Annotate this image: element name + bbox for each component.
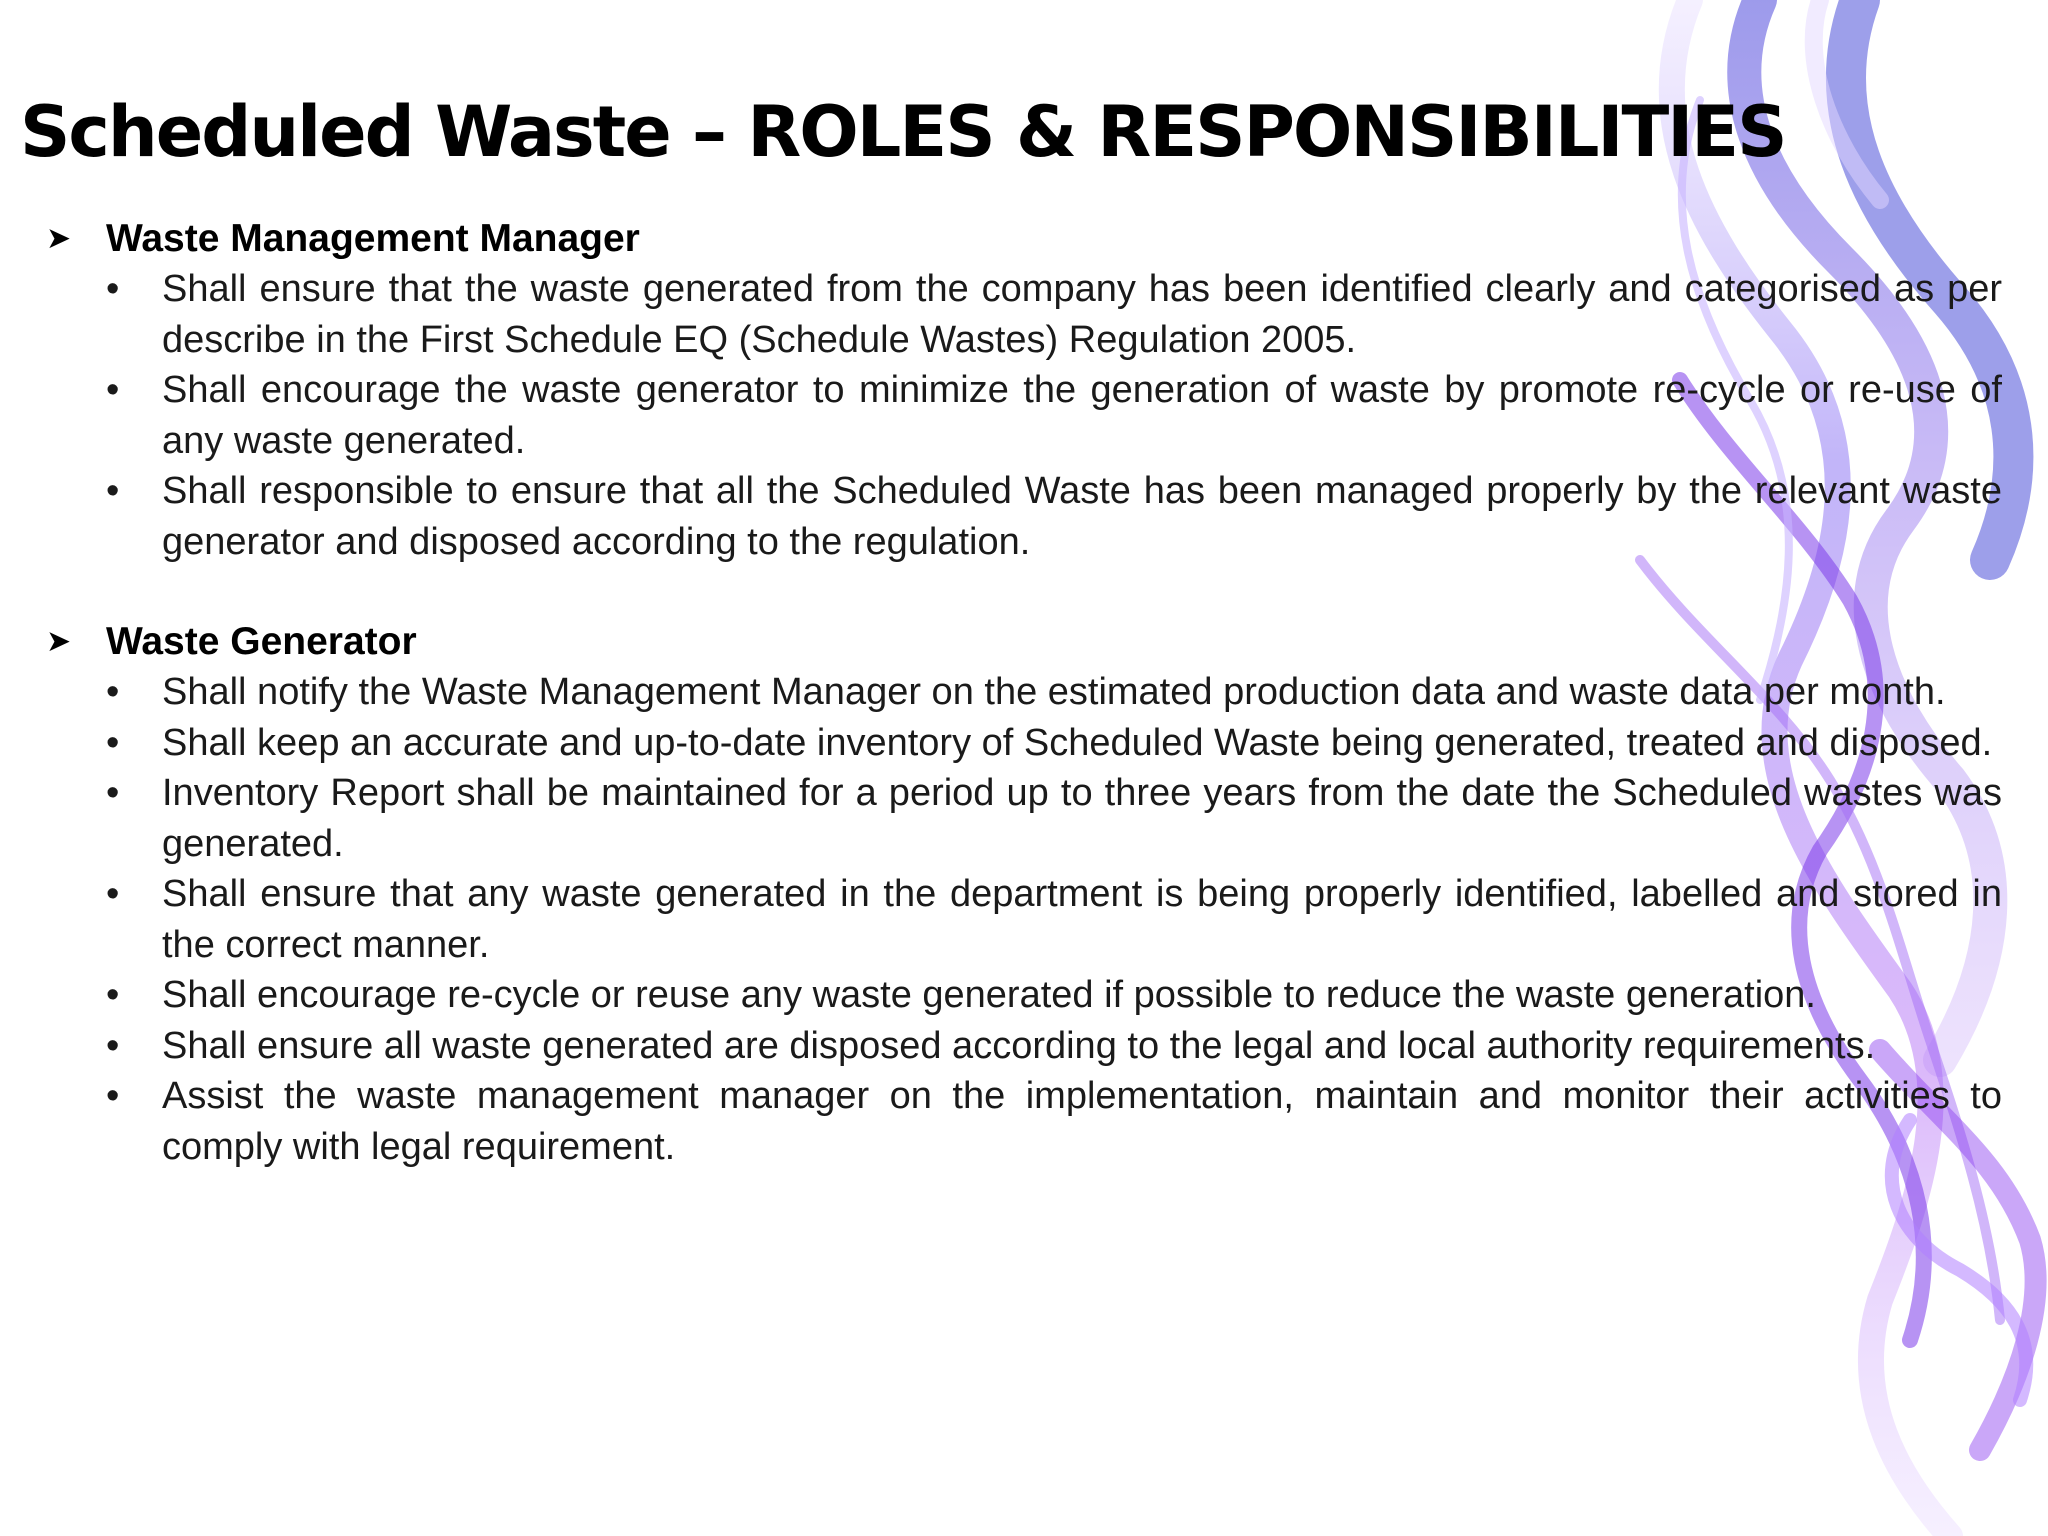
section-heading-row — [46, 617, 2002, 667]
list-item — [106, 869, 2002, 970]
section-waste-management-manager — [46, 214, 2002, 567]
bullet-dot-icon: • — [106, 1024, 120, 1067]
list-item-text: Assist the waste management manager on the implementation, maintain and monitor their activities to comply with legal requirement. — [162, 1075, 2002, 1168]
bullet-dot-icon: • — [106, 772, 120, 814]
list-item — [106, 264, 2002, 365]
list-item-text: Shall ensure that any waste generated in the department is being properly identified, labelled and stored in the correct manner. — [162, 873, 2002, 966]
list-item — [106, 718, 2002, 769]
list-item-text: Shall responsible to ensure that all the Scheduled Waste has been managed properly by the relevant waste generator and disposed according to the regulation. — [162, 470, 2002, 563]
slide-content — [46, 214, 2002, 1222]
bullet-dot-icon: • — [106, 369, 120, 411]
list-item-text: Shall encourage the waste generator to minimize the generation of waste by promote re-cycle or re-use of any waste generated. — [162, 369, 2002, 462]
bullet-dot-icon: • — [106, 1075, 120, 1117]
bullet-dot-icon: • — [106, 470, 120, 512]
bullet-dot-icon: • — [106, 974, 120, 1016]
section-heading-row — [46, 214, 2002, 264]
list-item-text: Shall notify the Waste Management Manager on the estimated production data and waste data per month. — [162, 671, 1946, 713]
bullet-dot-icon: • — [106, 268, 120, 310]
list-item — [106, 365, 2002, 466]
list-item — [106, 768, 2002, 869]
list-item — [106, 1071, 2002, 1172]
page-title: Scheduled Waste – ROLES & RESPONSIBILITIES — [20, 91, 1786, 173]
list-item-text: Shall keep an accurate and up-to-date inventory of Scheduled Waste being generated, treated and disposed. — [162, 721, 1993, 764]
list-item — [106, 970, 2002, 1021]
bullet-dot-icon: • — [106, 671, 120, 713]
bullet-dot-icon: • — [106, 873, 120, 915]
bullet-dot-icon: • — [106, 721, 120, 764]
section-heading: Waste Management Manager — [106, 217, 640, 260]
bullet-list — [46, 264, 2002, 567]
list-item — [106, 1021, 2002, 1072]
section-waste-generator — [46, 617, 2002, 1172]
list-item — [106, 667, 2002, 718]
list-item-text: Shall encourage re-cycle or reuse any waste generated if possible to reduce the waste generation. — [162, 974, 1816, 1016]
list-item-text: Shall ensure all waste generated are disposed according to the legal and local authority requirements. — [162, 1024, 1876, 1067]
section-heading: Waste Generator — [106, 620, 417, 663]
list-item-text: Inventory Report shall be maintained for a period up to three years from the date the Scheduled wastes was generated. — [162, 772, 2002, 865]
arrow-bullet-icon: ➤ — [46, 625, 72, 658]
arrow-bullet-icon: ➤ — [46, 222, 72, 255]
bullet-list — [46, 667, 2002, 1172]
list-item — [106, 466, 2002, 567]
list-item-text: Shall ensure that the waste generated from the company has been identified clearly and categorised as per describe in the First Schedule EQ (Schedule Wastes) Regulation 2005. — [162, 268, 2002, 361]
